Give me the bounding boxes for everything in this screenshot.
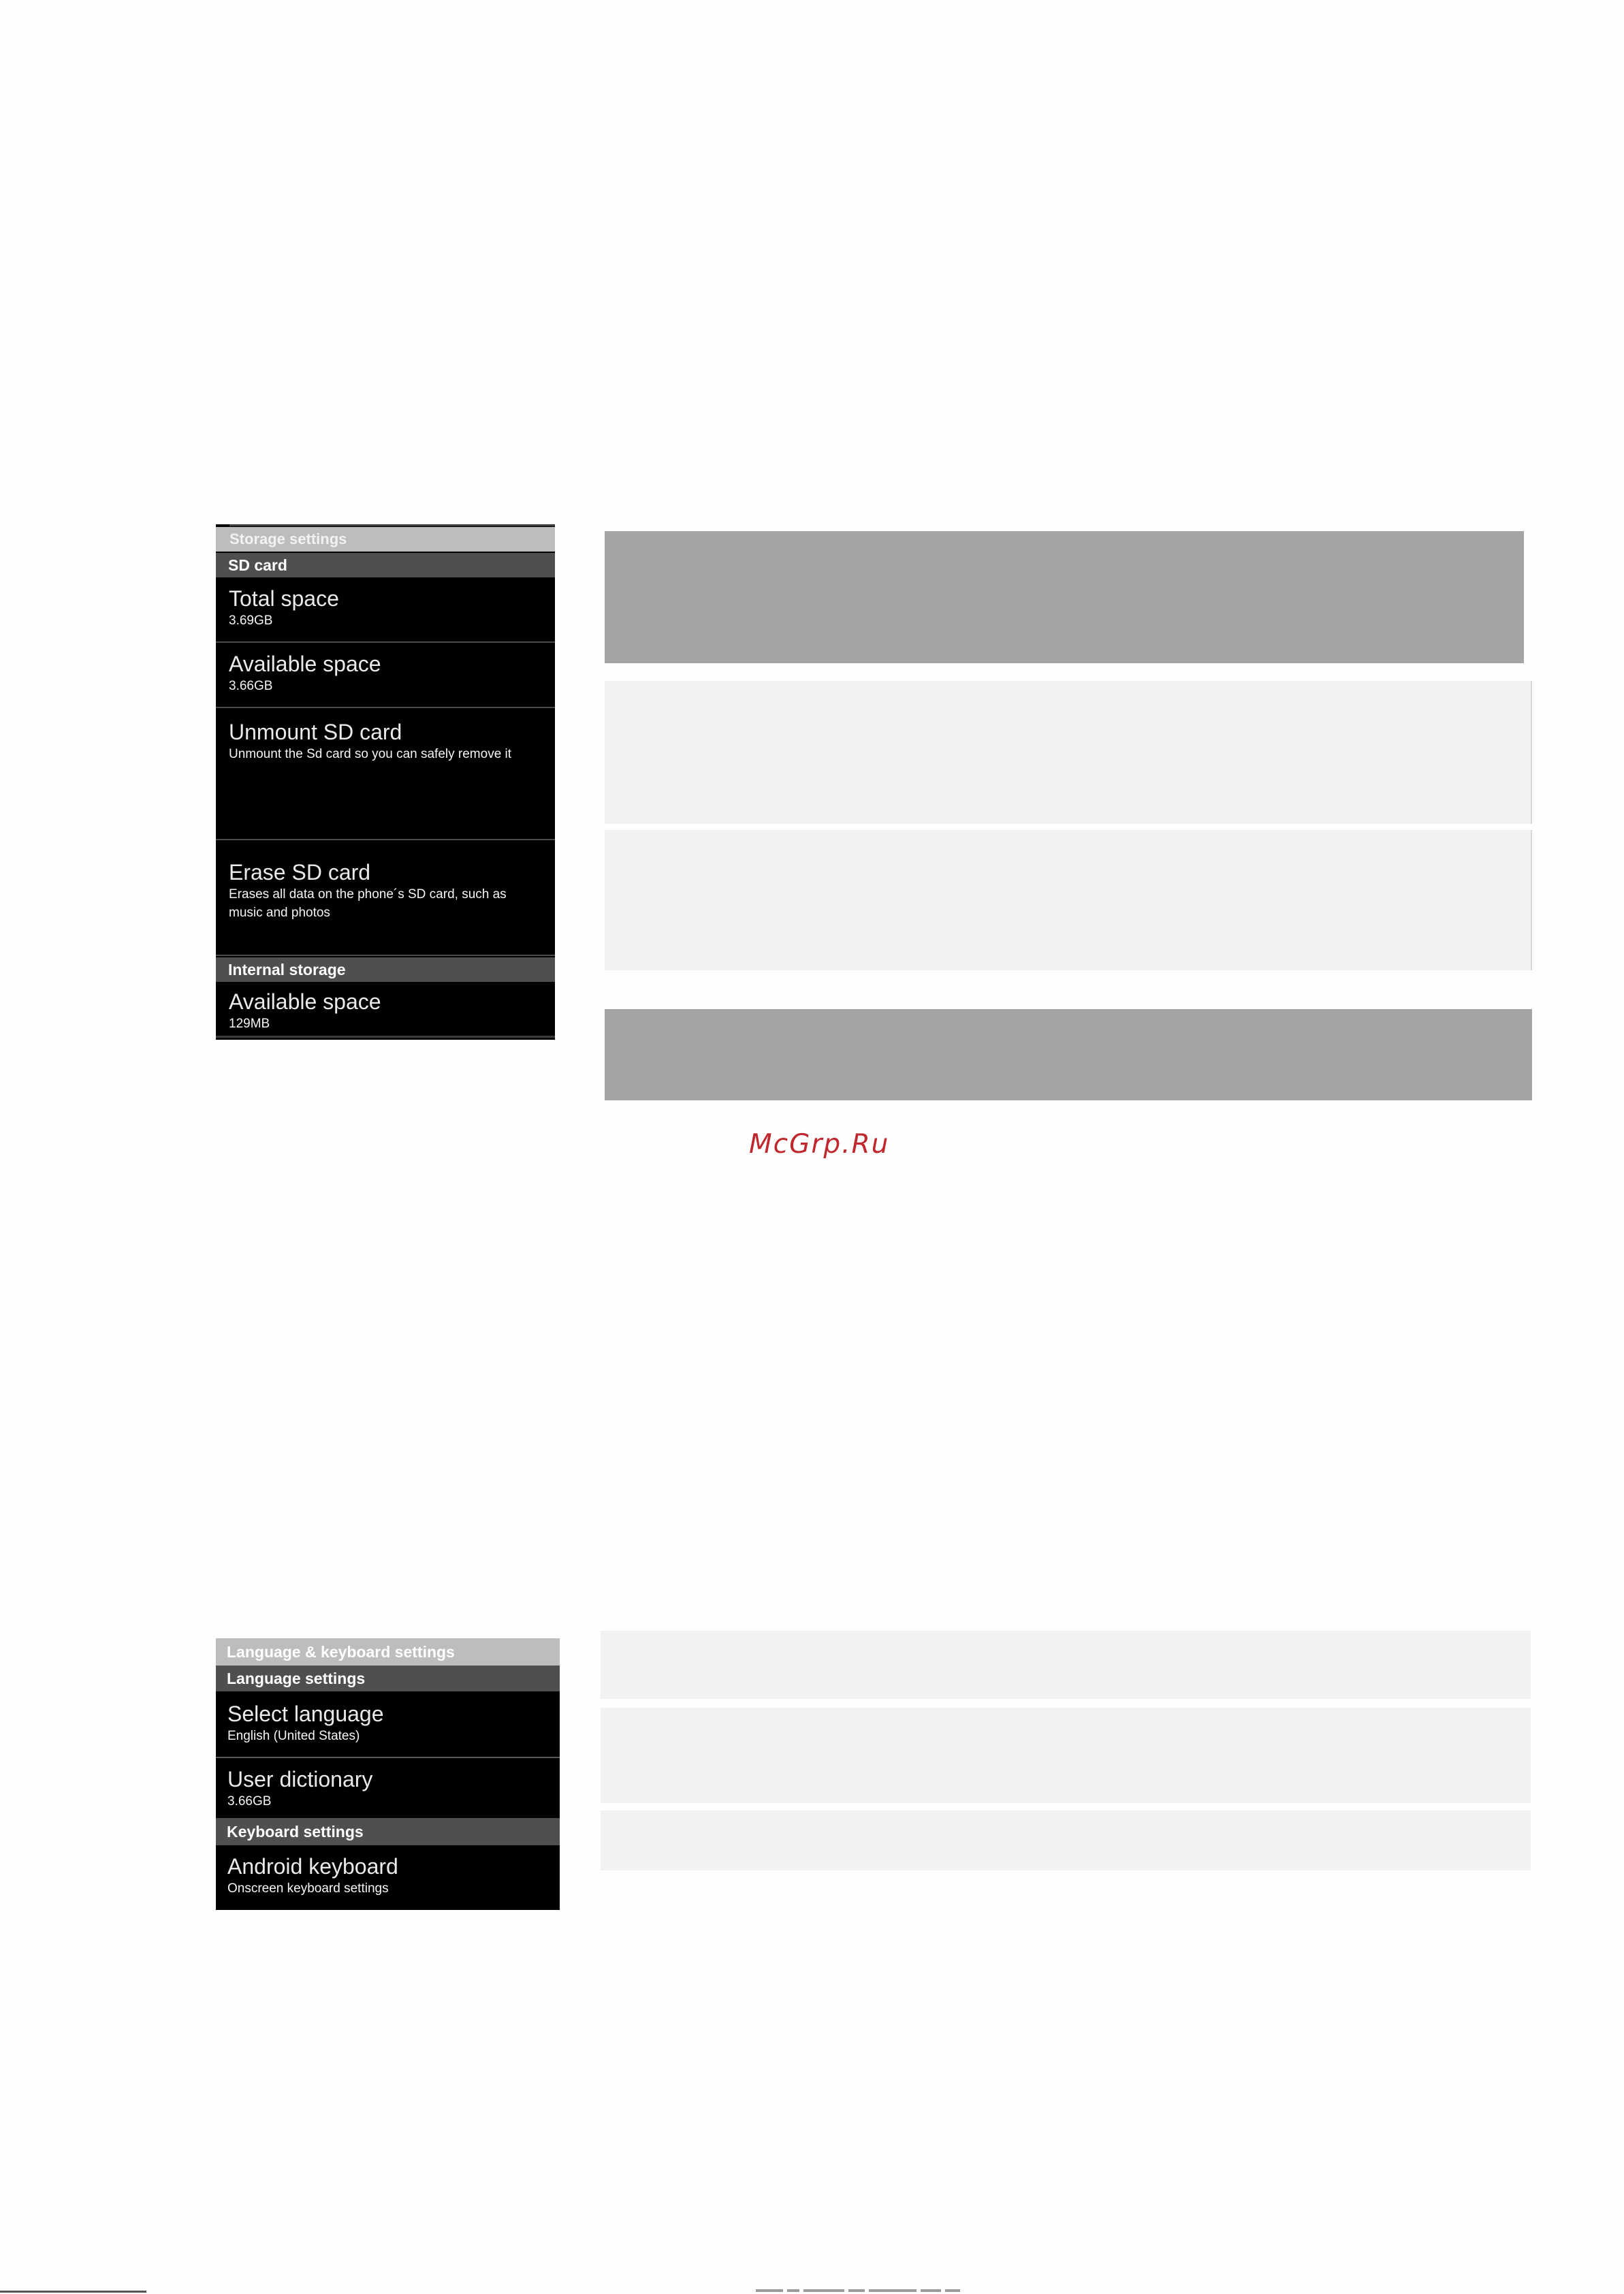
keyboard-settings-section-header: Keyboard settings [216, 1818, 560, 1845]
select-language-item[interactable] [216, 1691, 560, 1758]
internal-available-space-value: 129MB [229, 1017, 270, 1031]
storage-description-panel-2 [605, 830, 1532, 970]
footer-rule [0, 2291, 146, 2293]
unmount-sd-card-label: Unmount SD card [229, 720, 402, 744]
select-language-value: English (United States) [227, 1729, 360, 1743]
language-description-panel-3 [601, 1811, 1531, 1870]
top-divider [229, 524, 555, 526]
available-space-item[interactable] [216, 644, 555, 708]
storage-title-bar: Storage settings [216, 527, 555, 552]
footer-artifact [756, 2289, 964, 2293]
android-keyboard-item[interactable] [216, 1845, 560, 1910]
sd-card-section-header: SD card [216, 553, 555, 577]
erase-sd-card-description: Erases all data on the phone´s SD card, such as music and photos [229, 887, 507, 920]
internal-available-space-item[interactable] [216, 983, 555, 1038]
select-language-label: Select language [227, 1702, 384, 1726]
available-space-label: Available space [229, 652, 381, 676]
watermark-text: McGrp.Ru [749, 1129, 890, 1160]
internal-available-space-label: Available space [229, 989, 381, 1014]
language-settings-section-header: Language settings [216, 1666, 560, 1691]
internal-storage-section-header: Internal storage [216, 957, 555, 982]
storage-footer-panel [605, 1009, 1532, 1100]
language-title-bar: Language & keyboard settings [216, 1638, 560, 1666]
language-description-panel-1 [601, 1631, 1531, 1699]
storage-header-panel [605, 531, 1524, 663]
storage-description-panel-1 [605, 681, 1532, 824]
total-space-value: 3.69GB [229, 614, 273, 628]
storage-settings-screen [216, 524, 555, 1040]
user-dictionary-item[interactable] [216, 1759, 560, 1818]
erase-sd-card-item[interactable] [216, 842, 555, 956]
unmount-sd-card-description: Unmount the Sd card so you can safely remove it [229, 747, 512, 761]
user-dictionary-value: 3.66GB [227, 1794, 272, 1809]
available-space-value: 3.66GB [229, 679, 273, 693]
language-description-panel-2 [601, 1708, 1531, 1803]
android-keyboard-value: Onscreen keyboard settings [227, 1881, 389, 1896]
total-space-item[interactable] [216, 579, 555, 643]
android-keyboard-label: Android keyboard [227, 1854, 398, 1879]
erase-sd-card-label: Erase SD card [229, 860, 371, 885]
language-keyboard-settings-screen [216, 1638, 560, 1910]
unmount-sd-card-item[interactable] [216, 710, 555, 840]
user-dictionary-label: User dictionary [227, 1767, 373, 1791]
total-space-label: Total space [229, 586, 339, 611]
